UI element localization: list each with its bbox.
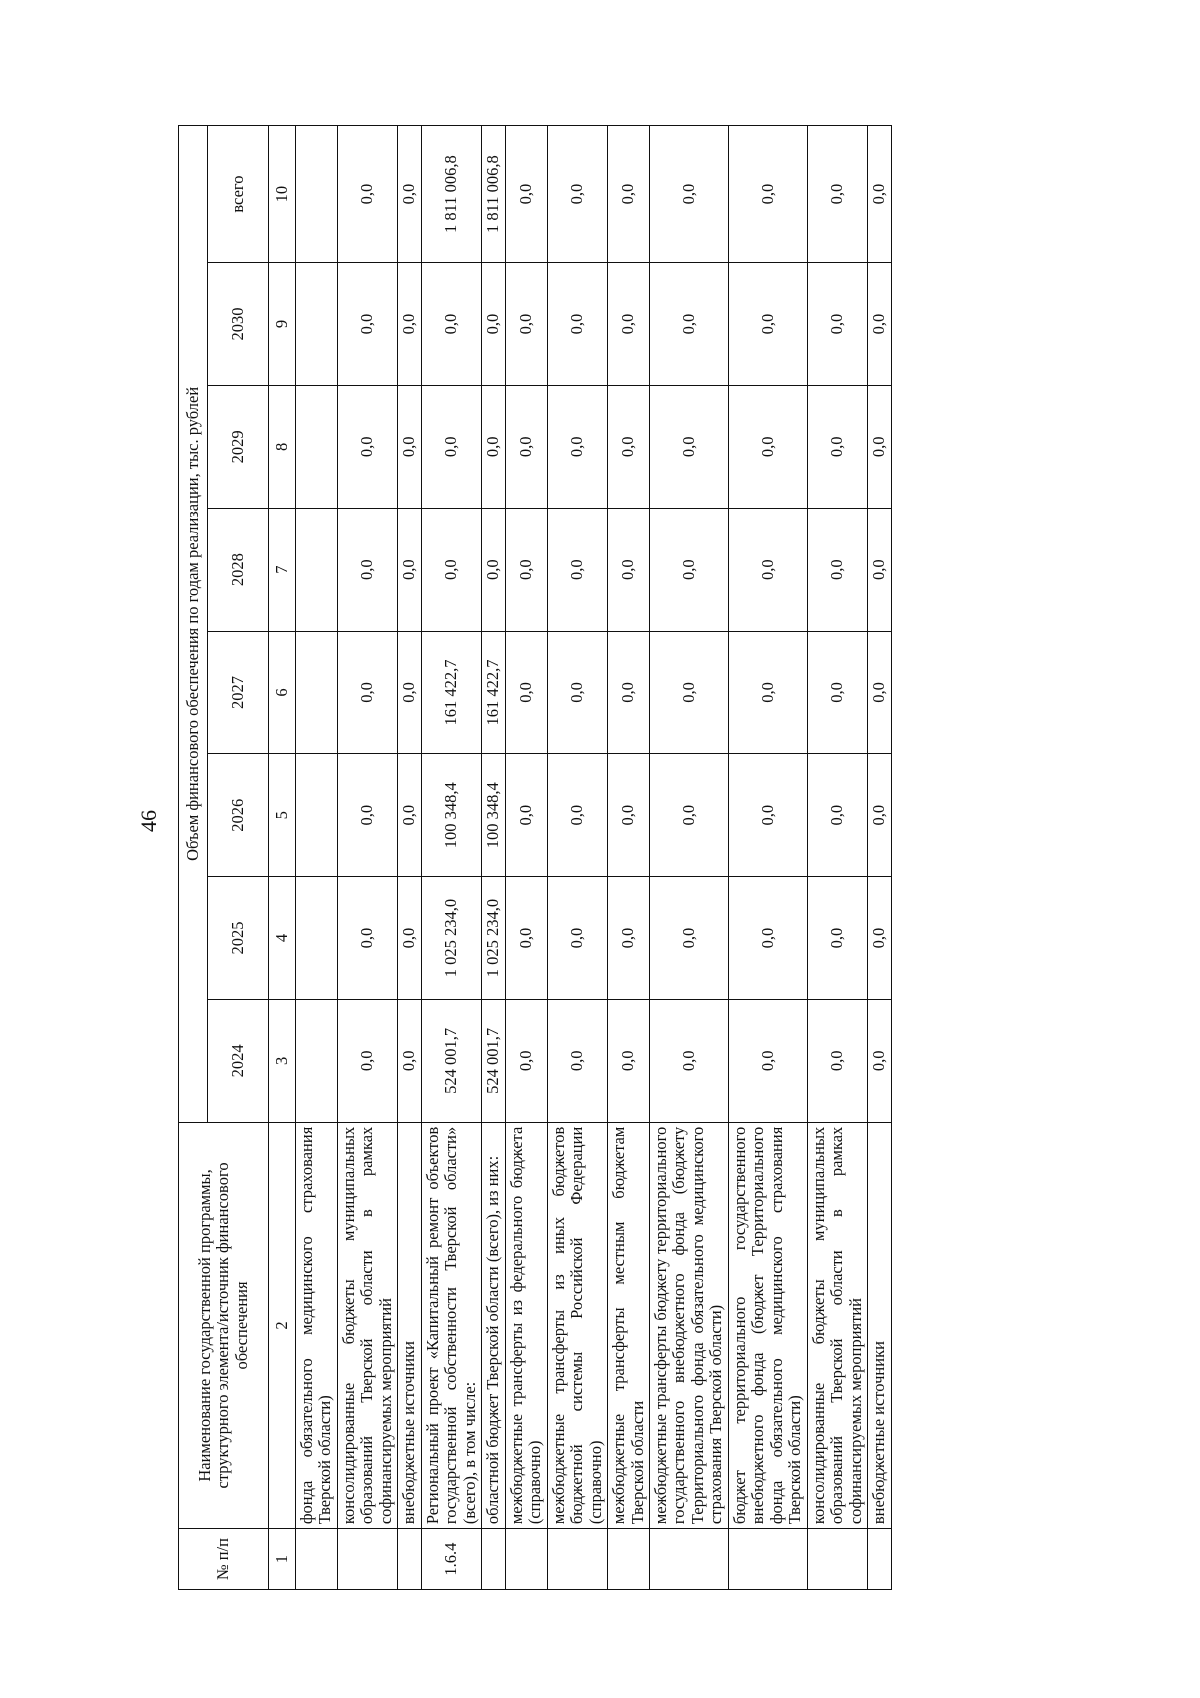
row-value: 0,0 bbox=[807, 385, 867, 508]
row-total bbox=[296, 126, 338, 263]
row-value: 0,0 bbox=[728, 631, 807, 754]
row-value bbox=[296, 999, 338, 1122]
row-number bbox=[608, 1529, 650, 1590]
row-value: 0,0 bbox=[547, 508, 607, 631]
index-cell: 3 bbox=[269, 999, 296, 1122]
row-name: внебюджетные источники bbox=[868, 1122, 891, 1528]
index-cell: 10 bbox=[269, 126, 296, 263]
row-value: 0,0 bbox=[505, 263, 547, 386]
row-value: 0,0 bbox=[608, 631, 650, 754]
row-value: 524 001,7 bbox=[482, 999, 505, 1122]
row-value: 0,0 bbox=[421, 385, 481, 508]
row-value: 0,0 bbox=[398, 999, 421, 1122]
row-name: внебюджетные источники bbox=[398, 1122, 421, 1528]
row-number bbox=[398, 1529, 421, 1590]
row-value: 524 001,7 bbox=[421, 999, 481, 1122]
index-cell: 6 bbox=[269, 631, 296, 754]
row-value: 0,0 bbox=[547, 999, 607, 1122]
row-total: 1 811 006,8 bbox=[421, 126, 481, 263]
table-row bbox=[398, 126, 421, 1590]
row-value: 0,0 bbox=[807, 877, 867, 1000]
row-value: 0,0 bbox=[547, 385, 607, 508]
row-total: 0,0 bbox=[337, 126, 397, 263]
row-total: 0,0 bbox=[547, 126, 607, 263]
row-value: 0,0 bbox=[547, 631, 607, 754]
row-value: 0,0 bbox=[505, 631, 547, 754]
row-value: 0,0 bbox=[398, 631, 421, 754]
financing-table bbox=[178, 125, 892, 1590]
row-value: 0,0 bbox=[398, 754, 421, 877]
row-value: 0,0 bbox=[608, 385, 650, 508]
row-value bbox=[296, 508, 338, 631]
index-cell: 5 bbox=[269, 754, 296, 877]
index-cell: 1 bbox=[269, 1529, 296, 1590]
header-year: всего bbox=[208, 126, 269, 263]
row-value: 0,0 bbox=[868, 877, 891, 1000]
row-name: межбюджетные трансферты из федерального бюджета (справочно) bbox=[505, 1122, 547, 1528]
row-value: 0,0 bbox=[505, 754, 547, 877]
header-year: 2027 bbox=[208, 631, 269, 754]
table-row bbox=[868, 126, 891, 1590]
row-value: 0,0 bbox=[608, 877, 650, 1000]
row-total: 0,0 bbox=[868, 126, 891, 263]
row-value: 161 422,7 bbox=[482, 631, 505, 754]
row-value: 0,0 bbox=[337, 754, 397, 877]
index-cell: 4 bbox=[269, 877, 296, 1000]
row-number bbox=[296, 1529, 338, 1590]
row-value: 0,0 bbox=[868, 508, 891, 631]
row-value bbox=[296, 754, 338, 877]
table-row bbox=[421, 126, 481, 1590]
page-number: 46 bbox=[136, 810, 161, 832]
row-value: 161 422,7 bbox=[421, 631, 481, 754]
table-row bbox=[337, 126, 397, 1590]
row-value: 0,0 bbox=[608, 263, 650, 386]
row-name: межбюджетные трансферты местным бюджетам Тверской области bbox=[608, 1122, 650, 1528]
row-value: 0,0 bbox=[398, 385, 421, 508]
row-name: бюджет территориального государственного внебюджетного фонда (бюджет Территориального фонда обязательного медицинского страхования Тверской области) bbox=[728, 1122, 807, 1528]
row-number bbox=[728, 1529, 807, 1590]
row-number bbox=[649, 1529, 728, 1590]
row-value: 0,0 bbox=[728, 877, 807, 1000]
row-value: 1 025 234,0 bbox=[482, 877, 505, 1000]
row-value: 0,0 bbox=[807, 631, 867, 754]
table-row bbox=[296, 126, 338, 1590]
row-value: 0,0 bbox=[421, 263, 481, 386]
header-year: 2024 bbox=[208, 999, 269, 1122]
row-number bbox=[337, 1529, 397, 1590]
row-total: 0,0 bbox=[505, 126, 547, 263]
row-value: 0,0 bbox=[398, 263, 421, 386]
row-value: 100 348,4 bbox=[421, 754, 481, 877]
row-number bbox=[868, 1529, 891, 1590]
row-value: 0,0 bbox=[547, 754, 607, 877]
index-cell: 2 bbox=[269, 1122, 296, 1528]
row-value: 0,0 bbox=[868, 385, 891, 508]
row-value: 0,0 bbox=[868, 631, 891, 754]
row-value bbox=[296, 877, 338, 1000]
row-name: межбюджетные трансферты из иных бюджетов бюджетной системы Российской Федерации (справочно) bbox=[547, 1122, 607, 1528]
row-value: 0,0 bbox=[807, 754, 867, 877]
row-value: 0,0 bbox=[728, 385, 807, 508]
row-total: 0,0 bbox=[649, 126, 728, 263]
row-value: 0,0 bbox=[807, 263, 867, 386]
row-total: 0,0 bbox=[807, 126, 867, 263]
row-name: Региональный проект «Капитальный ремонт объектов государственной собственности Тверской области» (всего), в том числе: bbox=[421, 1122, 481, 1528]
row-value: 0,0 bbox=[337, 631, 397, 754]
table-row bbox=[649, 126, 728, 1590]
row-value bbox=[296, 263, 338, 386]
row-value: 0,0 bbox=[547, 877, 607, 1000]
row-value: 0,0 bbox=[482, 263, 505, 386]
index-cell: 7 bbox=[269, 508, 296, 631]
header-year: 2028 bbox=[208, 508, 269, 631]
row-value: 0,0 bbox=[868, 754, 891, 877]
row-value: 0,0 bbox=[728, 263, 807, 386]
row-value: 0,0 bbox=[337, 385, 397, 508]
row-name: областной бюджет Тверской области (всего), из них: bbox=[482, 1122, 505, 1528]
row-value: 0,0 bbox=[649, 754, 728, 877]
row-value: 0,0 bbox=[649, 999, 728, 1122]
header-num: № п/п bbox=[179, 1529, 269, 1590]
row-value: 0,0 bbox=[868, 999, 891, 1122]
row-value: 0,0 bbox=[649, 508, 728, 631]
row-value: 0,0 bbox=[807, 508, 867, 631]
row-number bbox=[482, 1529, 505, 1590]
header-year: 2025 bbox=[208, 877, 269, 1000]
table-row bbox=[482, 126, 505, 1590]
index-cell: 9 bbox=[269, 263, 296, 386]
header-group: Объем финансового обеспечения по годам реализации, тыс. рублей bbox=[179, 126, 208, 1123]
row-value: 100 348,4 bbox=[482, 754, 505, 877]
rotated-table-container bbox=[178, 125, 892, 1590]
index-cell: 8 bbox=[269, 385, 296, 508]
row-value: 0,0 bbox=[728, 999, 807, 1122]
row-name: фонда обязательного медицинского страхования Тверской области) bbox=[296, 1122, 338, 1528]
row-number: 1.6.4 bbox=[421, 1529, 481, 1590]
header-name: Наименование государственной программы, структурного элемента/источник финансового обеспечения bbox=[179, 1122, 269, 1528]
row-value: 0,0 bbox=[337, 508, 397, 631]
row-value: 0,0 bbox=[505, 999, 547, 1122]
row-name: консолидированные бюджеты муниципальных образований Тверской области в рамках софинансируемых мероприятий bbox=[337, 1122, 397, 1528]
table-row bbox=[608, 126, 650, 1590]
row-value: 0,0 bbox=[608, 508, 650, 631]
row-number bbox=[807, 1529, 867, 1590]
row-number bbox=[547, 1529, 607, 1590]
row-value bbox=[296, 385, 338, 508]
row-value: 0,0 bbox=[337, 877, 397, 1000]
row-value: 0,0 bbox=[547, 263, 607, 386]
row-value: 0,0 bbox=[649, 263, 728, 386]
row-value: 0,0 bbox=[608, 754, 650, 877]
row-number bbox=[505, 1529, 547, 1590]
row-value: 0,0 bbox=[337, 263, 397, 386]
header-year: 2029 bbox=[208, 385, 269, 508]
row-value: 0,0 bbox=[807, 999, 867, 1122]
row-total: 0,0 bbox=[728, 126, 807, 263]
row-value: 0,0 bbox=[728, 508, 807, 631]
row-total: 0,0 bbox=[398, 126, 421, 263]
row-value: 0,0 bbox=[868, 263, 891, 386]
table-row bbox=[505, 126, 547, 1590]
row-value: 0,0 bbox=[398, 877, 421, 1000]
row-value: 0,0 bbox=[649, 385, 728, 508]
index-row bbox=[269, 126, 296, 1590]
row-value: 0,0 bbox=[649, 877, 728, 1000]
row-value: 0,0 bbox=[398, 508, 421, 631]
table-row bbox=[547, 126, 607, 1590]
row-value: 0,0 bbox=[505, 877, 547, 1000]
row-value: 0,0 bbox=[608, 999, 650, 1122]
row-value: 0,0 bbox=[337, 999, 397, 1122]
row-name: консолидированные бюджеты муниципальных образований Тверской области в рамках софинансируемых мероприятий bbox=[807, 1122, 867, 1528]
row-value: 0,0 bbox=[482, 385, 505, 508]
table-row bbox=[807, 126, 867, 1590]
table-row bbox=[728, 126, 807, 1590]
row-name: межбюджетные трансферты бюджету территориального государственного внебюджетного фонда (бюджету Территориального фонда обязательного медицинского страхования Тверской области) bbox=[649, 1122, 728, 1528]
row-value: 0,0 bbox=[505, 508, 547, 631]
row-value: 0,0 bbox=[505, 385, 547, 508]
row-total: 1 811 006,8 bbox=[482, 126, 505, 263]
row-value: 0,0 bbox=[482, 508, 505, 631]
row-value: 0,0 bbox=[649, 631, 728, 754]
row-value bbox=[296, 631, 338, 754]
header-year: 2030 bbox=[208, 263, 269, 386]
row-value: 0,0 bbox=[728, 754, 807, 877]
header-year: 2026 bbox=[208, 754, 269, 877]
row-total: 0,0 bbox=[608, 126, 650, 263]
row-value: 1 025 234,0 bbox=[421, 877, 481, 1000]
row-value: 0,0 bbox=[421, 508, 481, 631]
